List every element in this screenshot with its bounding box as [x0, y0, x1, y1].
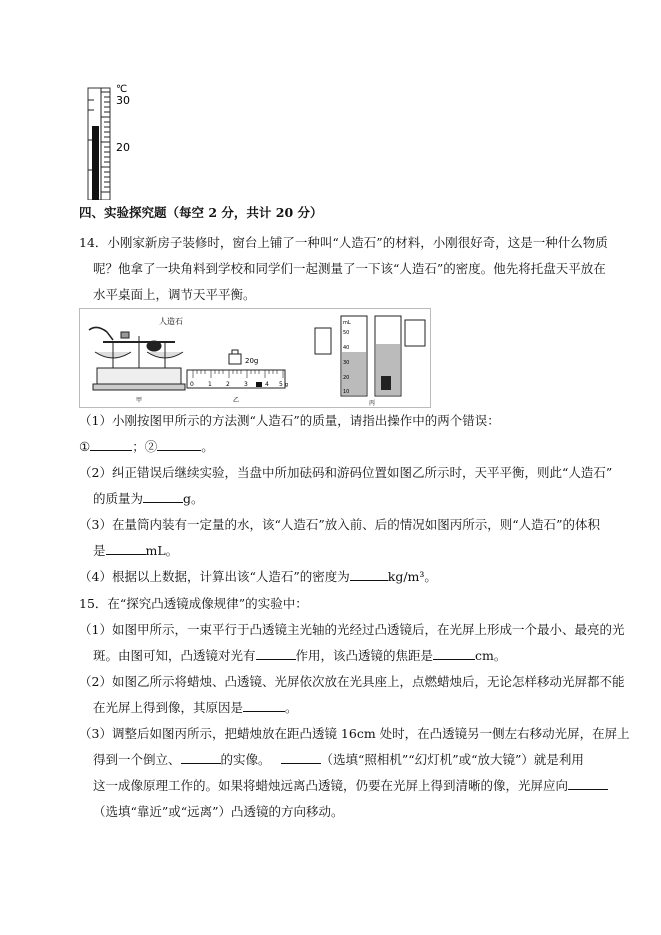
q14-part2-pre: 的质量为	[93, 491, 144, 506]
rider-slider	[256, 382, 262, 387]
q15-part2-a: 在光屏上得到像，其原因是	[93, 700, 244, 715]
ruler-tick-2: 2	[226, 381, 230, 388]
q14-part3-line2	[93, 543, 178, 559]
q14-part2-line2	[93, 491, 204, 507]
q14-part1-sep: ；	[132, 439, 145, 454]
q15-part1-line2	[93, 648, 506, 664]
answer-blank-15-1b[interactable]	[433, 648, 475, 660]
q14-part2-line1: （2）纠正错误后继续实验，当盘中所加砝码和游码位置如图乙所示时，天平平衡，则此“人造石”	[79, 465, 613, 480]
answer-blank-14-2[interactable]	[143, 491, 183, 503]
cyl-tick-40: 40	[343, 345, 350, 351]
thermometer-unit: ℃	[116, 84, 128, 95]
q15-part2-line1: （2）如图乙所示将蜡烛、凸透镜、光屏依次放在光具座上，点燃蜡烛后，无论怎样移动光屏都不能	[79, 674, 625, 689]
answer-blank-15-3a[interactable]	[181, 752, 221, 764]
q15-part3-b: 的实像。	[220, 752, 271, 767]
stone-label: 人造石	[159, 317, 183, 326]
q14-figure	[79, 308, 431, 408]
q14-part3-line1: （3）在量筒内装有一定量的水，该“人造石”放入前、后的情况如图丙所示，则“人造石”的体积	[79, 517, 601, 532]
q14-part4-pre: （4）根据以上数据，计算出该“人造石”的密度为	[79, 569, 350, 584]
figure-label-yi: 乙	[233, 397, 240, 404]
q14-stem-text-1: 小刚家新房子装修时，窗台上铺了一种叫“人造石”的材料，小刚很好奇，这是一种什么物质	[107, 235, 608, 250]
thermometer-tick-30: 30	[116, 94, 130, 107]
q14-part1-line2	[79, 439, 214, 455]
ruler-unit: g	[285, 382, 289, 388]
q15-part2-b: 。	[285, 700, 298, 715]
section-title: 四、实验探究题（每空 2 分，共计 20 分）	[79, 205, 323, 220]
figure-label-bing: 丙	[369, 400, 376, 407]
thermometer-figure	[78, 80, 148, 200]
q15-part3-line3	[93, 778, 608, 794]
thermometer-liquid-column	[92, 126, 99, 200]
q14-part4-unit: kg/m³。	[387, 569, 437, 584]
ruler-tick-3: 3	[244, 381, 248, 388]
q14-part4	[79, 569, 437, 585]
answer-blank-14-1a[interactable]	[90, 439, 132, 451]
q15-part3-c: （选填“照相机”“幻灯机”或“放大镜”）就是利用	[320, 752, 584, 767]
q14-stem-line1	[79, 235, 608, 251]
q15-part3-d: 这一成像原理工作的。如果将蜡烛远离凸透镜，仍要在光屏上得到清晰的像，光屏应向	[93, 778, 569, 793]
q15-part2-line2	[93, 700, 298, 716]
q14-part1-end: 。	[201, 439, 214, 454]
q15-part3-line1: （3）调整后如图丙所示，把蜡烛放在距凸透镜 16cm 处时，在凸透镜另一侧左右移动光屏，在屏上	[79, 726, 630, 741]
thermometer-tick-20: 20	[116, 141, 130, 154]
q15-part3-line4: （选填“靠近”或“远离”）凸透镜的方向移动。	[93, 804, 344, 819]
answer-blank-15-3c[interactable]	[568, 778, 608, 790]
cyl-tick-20: 20	[343, 375, 350, 381]
answer-blank-14-3[interactable]	[106, 543, 146, 555]
answer-mark-2: ②	[144, 439, 158, 454]
answer-blank-15-2[interactable]	[243, 700, 285, 712]
ruler-tick-0: 0	[190, 381, 194, 388]
q15-part1-c: cm。	[475, 648, 507, 663]
weight-20g	[229, 354, 241, 364]
q15-part3-line2	[93, 752, 584, 768]
answer-blank-15-3b[interactable]	[281, 752, 321, 764]
q15-part1-a: 斑。由图可知，凸透镜对光有	[93, 648, 256, 663]
cyl-tick-10: 10	[343, 389, 350, 395]
answer-blank-14-1b[interactable]	[157, 439, 201, 451]
q14-part1-line1: （1）小刚按图甲所示的方法测“人造石”的质量，请指出操作中的两个错误：	[79, 413, 500, 428]
q14-part3-pre: 是	[93, 543, 106, 558]
q14-stem-line2: 呢？他拿了一块角料到学校和同学们一起测量了一下该“人造石”的密度。他先将托盘天平放在	[93, 261, 606, 276]
q15-stem	[79, 596, 308, 612]
cyl-unit: mL	[343, 320, 351, 326]
balance-ruler	[187, 370, 285, 388]
cyl-tick-30: 30	[343, 360, 350, 366]
q14-part3-unit: mL。	[145, 543, 179, 558]
answer-blank-14-4[interactable]	[350, 569, 388, 581]
q14-stem-line3: 水平桌面上，调节天平平衡。	[93, 287, 256, 302]
ruler-tick-5: 5	[279, 381, 283, 388]
q14-part2-unit: g。	[183, 491, 204, 506]
q15-number: 15．	[79, 596, 108, 611]
q15-stem-text: 在“探究凸透镜成像规律”的实验中：	[107, 596, 308, 611]
cyl-tick-50: 50	[343, 330, 350, 336]
q14-number: 14．	[79, 235, 108, 250]
q15-part1-b: 作用，该凸透镜的焦距是	[295, 648, 434, 663]
answer-blank-15-1a[interactable]	[256, 648, 296, 660]
q15-part1-line1: （1）如图甲所示，一束平行于凸透镜主光轴的光经过凸透镜后，在光屏上形成一个最小、最亮的光	[79, 622, 625, 637]
q15-part3-a: 得到一个倒立、	[93, 752, 181, 767]
weight-label: 20g	[245, 357, 259, 365]
answer-mark-1: ①	[79, 439, 91, 454]
ruler-tick-4: 4	[265, 381, 269, 388]
figure-label-jia: 甲	[136, 397, 143, 404]
ruler-tick-1: 1	[208, 381, 212, 388]
